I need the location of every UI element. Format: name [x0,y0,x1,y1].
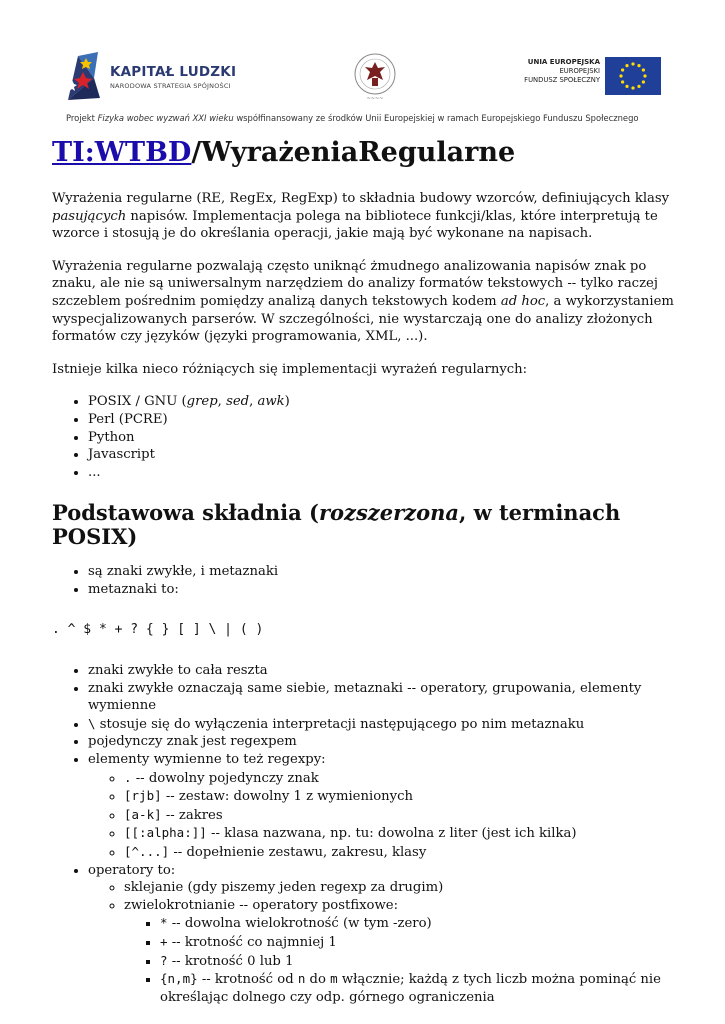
kapital-ludzki-subtitle: NARODOWA STRATEGIA SPÓJNOŚCI [110,82,231,90]
metachars-code: . ^ $ * + ? { } [ ] \ | ( ) [52,621,264,637]
list-item: ◦ [^...] -- dopełnienie zestawu, zakresu, klasy [124,843,682,862]
list-item: • znaki zwykłe to cała reszta [88,662,682,680]
list-item: ◦ [[:alpha:]] -- klasa nazwana, np. tu: dowolna z liter (jest ich kilka) [124,824,682,843]
intro-paragraph-3: Istnieje kilka nieco różniących się implementacji wyrażeń regularnych: [52,361,528,377]
list-item: • pojedynczy znak jest regexpem [88,733,682,751]
list-item: ▪ ? -- krotność 0 lub 1 [160,952,682,971]
eu-star-icon [625,85,628,88]
list-item: • Python [88,429,682,447]
eu-star-icon [625,64,628,67]
section-heading: Podstawowa składnia (rozszerzona, w terminach POSIX) [52,500,621,550]
list-item: • ... [88,464,682,482]
list-item: ▪ {n,m} -- krotność od n do m włącznie; każdą z tych liczb można pominąć nie określając dolnego czy odp. górnego ograniczenia [160,970,682,1006]
list-item: • znaki zwykłe oznaczają same siebie, metaznaki -- operatory, grupowania, elementy wymienne [88,680,682,715]
university-seal-icon [352,50,398,102]
eu-star-icon [642,80,645,83]
eu-label: UNIA EUROPEJSKA EUROPEJSKI FUNDUSZ SPOŁECZNY [524,58,600,84]
syntax-list [52,662,682,1006]
intro-paragraph-2: Wyrażenia regularne pozwalają często uniknąć żmudnego analizowania napisów znak po znaku, ale nie są uniwersalnym narzędziem do analizy formatów tekstowych -- tylko raczej szczeblem pośrednim pomiędzy analizą danych tekstowych kodem ad hoc, a wykorzystaniem wyspecjalizowanych parserów. W szczególności, nie wystarczają one do analizy złożonych formatów czy języków (języki programowania, XML, ...). [52,258,674,345]
list-item: • metaznaki to: [88,581,682,599]
list-item: • POSIX / GNU (grep, sed, awk) [88,393,682,411]
eu-star-icon [642,68,645,71]
eu-star-icon [619,74,622,77]
svg-text:~~~~: ~~~~ [366,96,384,102]
list-item: ▪ + -- krotność co najmniej 1 [160,933,682,952]
page-content [52,190,682,1012]
eu-star-icon [637,85,640,88]
syntax-intro-list [52,563,682,598]
list-item: ◦ zwielokrotnianie -- operatory postfixowe: ▪ * -- dowolna wielokrotność (w tym -zero) ▪ + -- krotność co najmniej 1 ▪ ? -- krotność 0 lub 1 ▪ {n,m} -- krotność od n do m włącznie; każdą z tych liczb można pominąć nie określając dolnego czy odp. górnego ograniczenia [124,897,682,1007]
eu-flag-icon [605,57,661,95]
page-title: TI:WTBD/WyrażeniaRegularne [52,137,516,168]
eu-star-icon [621,80,624,83]
eu-star-icon [643,74,646,77]
list-item: • Javascript [88,446,682,464]
implementations-list [52,393,682,481]
project-line: Projekt Fizyka wobec wyzwań XXI wieku współfinansowany ze środków Unii Europejskiej w ramach Europejskiego Funduszu Społecznego [66,113,639,123]
eu-star-icon [631,86,634,89]
list-item: • Perl (PCRE) [88,411,682,429]
list-item: ◦ sklejanie (gdy piszemy jeden regexp za drugim) [124,879,682,897]
list-item: ◦ [rjb] -- zestaw: dowolny 1 z wymienionych [124,787,682,806]
eu-star-icon [631,62,634,65]
list-item: ▪ * -- dowolna wielokrotność (w tym -zero) [160,914,682,933]
operators-list [88,879,682,1006]
intro-paragraph-1: Wyrażenia regularne (RE, RegEx, RegExp) to składnia budowy wzorców, definiujących klasy pasujących napisów. Implementacja polega na bibliotece funkcji/klas, które interpretują te wzorce i stosują je do określania operacji, jakie mają być wykonane na napisach. [52,191,670,242]
alternatives-list [88,769,682,862]
list-item: ◦ [a-k] -- zakres [124,806,682,825]
list-item: • operatory to: ◦ sklejanie (gdy piszemy jeden regexp za drugim) ◦ zwielokrotnianie -- operatory postfixowe: ▪ * -- dowolna wielokrotność (w tym -zero) ▪ + -- krotność co najmniej 1 ▪ ? -- krotność 0 lub 1 ▪ {n,m} -- krotność od n do m włącznie; każdą z tych liczb można pominąć nie określając dolnego czy odp. górnego ograniczenia [88,862,682,1007]
title-link[interactable]: TI:WTBD [52,137,192,168]
eu-star-icon [637,64,640,67]
list-item: ◦ . -- dowolny pojedynczy znak [124,769,682,788]
list-item: • są znaki zwykłe, i metaznaki [88,563,682,581]
page-header [0,0,725,130]
list-item: • elementy wymienne to też regexpy: ◦ . -- dowolny pojedynczy znak ◦ [rjb] -- zestaw: dowolny 1 z wymienionych ◦ [a-k] -- zakres ◦ [[:alpha:]] -- klasa nazwana, np. tu: dowolna z liter (jest ich kilka) ◦ [^...] -- dopełnienie zestawu, zakresu, klasy [88,751,682,862]
kapital-ludzki-logo [64,48,104,104]
repetition-list [124,914,682,1006]
list-item: • \ stosuje się do wyłączenia interpretacji następującego po nim metaznaku [88,715,682,734]
eu-star-icon [621,68,624,71]
kapital-ludzki-title: KAPITAŁ LUDZKI [110,64,237,80]
